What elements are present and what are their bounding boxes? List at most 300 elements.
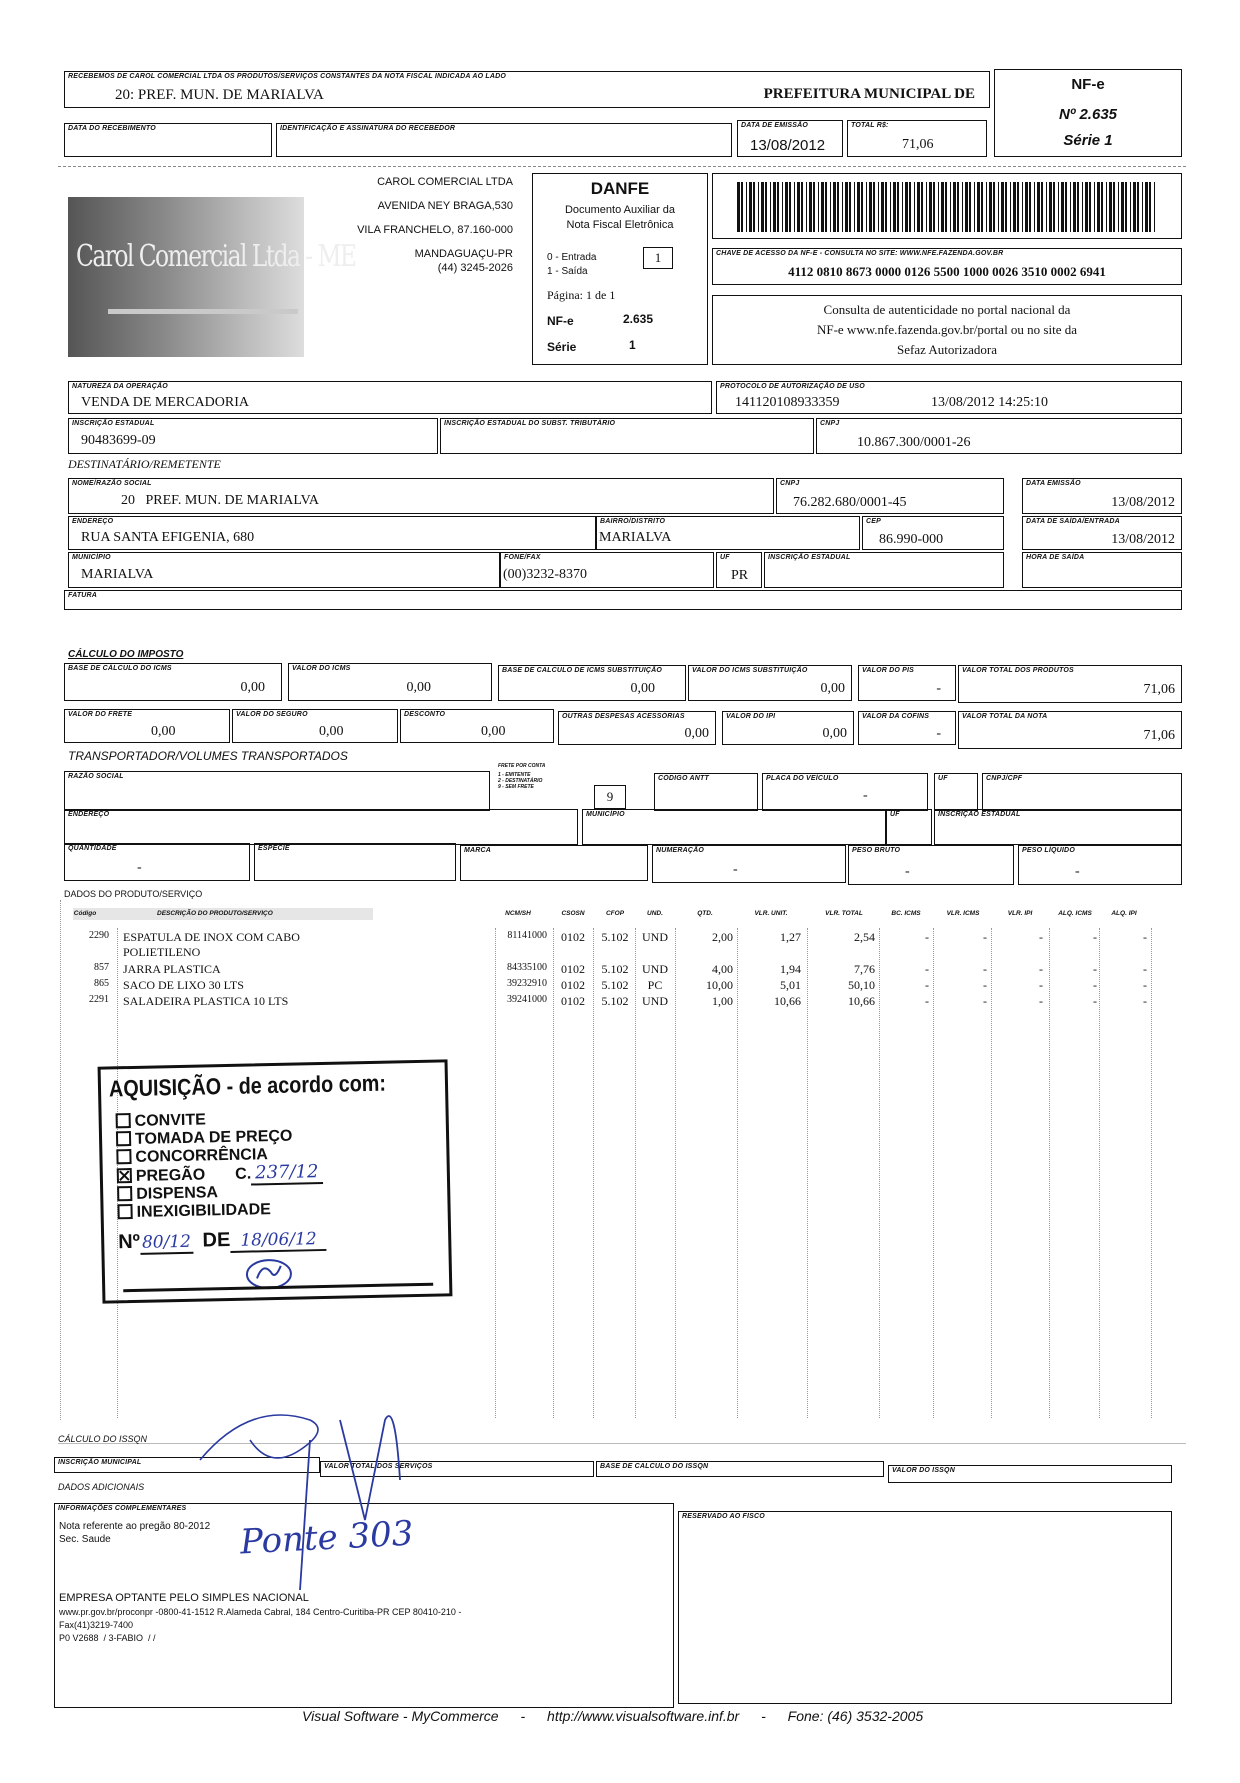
barcode-bar	[1121, 182, 1124, 232]
column-header: CSOSN	[561, 910, 585, 917]
valor-seguro: VALOR DO SEGURO 0,00	[232, 709, 398, 743]
emitente-telefone: (44) 3245-2026	[437, 262, 513, 274]
column-divider	[737, 928, 738, 1418]
barcode-bar	[938, 182, 939, 232]
transp-uf2: UF	[886, 809, 932, 845]
consulta-box: Consulta de autenticidade no portal nacional da NF-e www.nfe.fazenda.gov.br/portal ou no site da Sefaz Autorizadora	[712, 295, 1182, 365]
barcode-bar	[1109, 182, 1112, 232]
column-divider	[879, 928, 880, 1418]
cell-alq-ipi: -	[1143, 962, 1147, 976]
cell-icms: -	[983, 962, 987, 976]
protocolo: PROTOCOLO DE AUTORIZAÇÃO DE USO 141120108933359 13/08/2012 14:25:10	[716, 381, 1182, 414]
cell-cfop: 5.102	[601, 994, 629, 1008]
barcode-bar	[1094, 182, 1095, 232]
cell-qtd: 2,00	[712, 930, 733, 944]
stamp-option-tomada: TOMADA DE PREÇO	[116, 1127, 322, 1149]
column-divider	[635, 928, 636, 1418]
cell-unit: 1,27	[780, 930, 801, 944]
reservado-fisco: RESERVADO AO FISCO	[678, 1511, 1172, 1704]
barcode-bar	[770, 182, 771, 232]
inscricao-estadual-st: INSCRIÇÃO ESTADUAL DO SUBST. TRIBUTÁRIO	[440, 418, 814, 454]
barcode-bar	[809, 182, 812, 232]
cell-codigo: 2291	[89, 994, 109, 1005]
barcode-bar	[905, 182, 908, 232]
emitente-bairro: VILA FRANCHELO, 87.160-000	[357, 224, 513, 236]
checkbox-icon	[116, 1149, 131, 1164]
barcode-bar	[1077, 182, 1079, 232]
barcode-bar	[861, 182, 863, 232]
valor-ipi: VALOR DO IPI 0,00	[722, 711, 854, 745]
cell-cfop: 5.102	[601, 930, 629, 944]
barcode-bar	[1130, 182, 1131, 232]
valor-pis: VALOR DO PIS -	[858, 665, 956, 701]
barcode-bar	[957, 182, 959, 232]
stamp-option-convite: CONVITE	[116, 1109, 322, 1131]
column-header: VLR. ICMS	[946, 910, 980, 917]
barcode-bar	[1022, 182, 1023, 232]
footer-fone: Fone: (46) 3532-2005	[787, 1708, 924, 1724]
danfe-box	[532, 173, 708, 365]
dest-data-saida: DATA DE SAÍDA/ENTRADA 13/08/2012	[1022, 516, 1182, 550]
cell-alq-icms: -	[1093, 994, 1097, 1008]
barcode-bar	[1113, 182, 1115, 232]
transp-antt: CÓDIGO ANTT	[654, 773, 758, 811]
cell-total: 7,76	[854, 962, 875, 976]
cell-csosn: 0102	[561, 930, 585, 944]
barcode-bar	[929, 182, 932, 232]
cell-und: UND	[642, 994, 668, 1008]
barcode-bar	[773, 182, 776, 232]
column-divider	[1151, 928, 1152, 1418]
danfe-subtitle1: Documento Auxiliar da	[564, 204, 676, 216]
column-header: QTD.	[697, 910, 713, 917]
transp-municipio: MUNICÍPIO	[582, 809, 886, 845]
barcode-bar	[746, 182, 747, 232]
cell-descricao: JARRA PLASTICA	[123, 962, 221, 976]
footer-url[interactable]: http://www.visualsoftware.inf.br	[547, 1708, 740, 1724]
barcode-bar	[869, 182, 872, 232]
barcode-bar	[1118, 182, 1119, 232]
column-divider	[991, 928, 992, 1418]
canhoto-recebemos: RECEBEMOS DE CAROL COMERCIAL LTDA OS PRODUTOS/SERVIÇOS CONSTANTES DA NOTA FISCAL INDICADA AO LADO 20: PREF. MUN. DE MARIALVA PREFEITURA MUNICIPAL DE	[64, 71, 990, 108]
barcode-bar	[1053, 182, 1055, 232]
valor-icms: VALOR DO ICMS 0,00	[288, 663, 492, 701]
stamp-option-pregao: PREGÃO C. 237/12	[117, 1163, 323, 1186]
barcode-bar	[749, 182, 752, 232]
barcode-bar	[1101, 182, 1103, 232]
informacoes-complementares: INFORMAÇÕES COMPLEMENTARES Nota referente ao pregão 80-2012 Sec. Saude EMPRESA OPTANTE PELO SIMPLES NACIONAL www.pr.gov.br/proconpr -0800-41-1512 R.Alameda Cabral, 184 Centro-Curitiba-PR CEP 80410-210 - Fax(41)3219-7400 P0 V2688 / 3-FABIO / /	[54, 1503, 674, 1708]
barcode-bar	[917, 182, 920, 232]
dest-uf: UF PR	[716, 552, 762, 588]
cell-alq-icms: -	[1093, 978, 1097, 992]
dest-cnpj: CNPJ 76.282.680/0001-45	[776, 478, 1004, 514]
footer-software: Visual Software - MyCommerce	[302, 1708, 499, 1724]
stamp-title: AQUISIÇÃO - de acordo com:	[108, 1069, 387, 1102]
base-icms: BASE DE CÁLCULO DO ICMS 0,00	[64, 663, 282, 701]
barcode-bar	[897, 182, 899, 232]
danfe-title: DANFE	[590, 179, 650, 198]
canhoto-nfe-title: NF-e	[1071, 76, 1105, 93]
handwritten-note: Ponte 303	[239, 1513, 415, 1563]
canhoto-data-recebimento: DATA DO RECEBIMENTO	[64, 123, 272, 157]
barcode-bar	[753, 182, 755, 232]
danfe-tipo: 1	[643, 247, 673, 269]
cell-csosn: 0102	[561, 978, 585, 992]
barcode-bar	[969, 182, 971, 232]
barcode-bar	[806, 182, 807, 232]
section-adicionais: DADOS ADICIONAIS	[58, 1482, 145, 1492]
stamp-option-dispensa: DISPENSA	[117, 1182, 323, 1204]
barcode-bar	[782, 182, 783, 232]
dest-bairro: BAIRRO/DISTRITO MARIALVA	[596, 516, 860, 550]
column-header: ALQ. IPI	[1111, 910, 1137, 917]
barcode-bar	[1065, 182, 1067, 232]
barcode-bar	[785, 182, 788, 232]
checkbox-icon	[116, 1131, 131, 1146]
barcode-bar	[1089, 182, 1091, 232]
column-divider	[933, 928, 934, 1418]
barcode-bar	[821, 182, 824, 232]
barcode-bar	[758, 182, 759, 232]
barcode-bar	[1082, 182, 1083, 232]
footer: Visual Software - MyCommerce - http://www.visualsoftware.inf.br - Fone: (46) 3532-2005	[302, 1708, 924, 1724]
cell-alq-ipi: -	[1143, 930, 1147, 944]
barcode-bar	[1106, 182, 1107, 232]
issqn-base: BASE DE CALCULO DO ISSQN	[596, 1461, 884, 1477]
cell-descricao-cont: POLIETILENO	[123, 945, 201, 959]
barcode-bar	[1005, 182, 1007, 232]
cell-total: 10,66	[848, 994, 875, 1008]
barcode-bar	[981, 182, 983, 232]
stamp-numero: Nº80/12 DE 18/06/12	[118, 1229, 327, 1252]
canhoto-destinatario: 20: PREF. MUN. DE MARIALVA	[115, 87, 324, 103]
cell-und: UND	[642, 962, 668, 976]
barcode-bar	[1142, 182, 1143, 232]
cell-bc: -	[925, 930, 929, 944]
separator-line	[58, 166, 1186, 167]
column-header: VLR. TOTAL	[825, 910, 863, 917]
section-transportador: TRANSPORTADOR/VOLUMES TRANSPORTADOS	[68, 749, 348, 763]
cell-total: 50,10	[848, 978, 875, 992]
checked-checkbox-icon	[117, 1168, 132, 1183]
barcode-bar	[885, 182, 887, 232]
danfe-serie-label: Série	[547, 340, 577, 354]
dest-ie: INSCRIÇÃO ESTADUAL	[764, 552, 1004, 588]
emitente-endereco: AVENIDA NEY BRAGA,530	[377, 200, 513, 212]
barcode-bar	[845, 182, 848, 232]
barcode-bar	[1001, 182, 1004, 232]
barcode-bar	[965, 182, 968, 232]
transp-quantidade: QUANTIDADE -	[64, 843, 250, 881]
cell-descricao: ESPATULA DE INOX COM CABO	[123, 930, 300, 944]
valor-frete: VALOR DO FRETE 0,00	[64, 709, 230, 743]
barcode-bar	[1046, 182, 1047, 232]
cell-cfop: 5.102	[601, 978, 629, 992]
cell-ipi: -	[1039, 930, 1043, 944]
cell-ncm: 84335100	[507, 962, 547, 973]
cell-und: UND	[642, 930, 668, 944]
barcode-bar	[837, 182, 839, 232]
barcode-bar	[878, 182, 879, 232]
chave-acesso: 4112 0810 8673 0000 0126 5500 1000 0026 3510 0002 6941	[788, 264, 1106, 279]
emitente-nome: CAROL COMERCIAL LTDA	[377, 176, 513, 188]
barcode-bar	[842, 182, 843, 232]
barcode-bar	[1058, 182, 1059, 232]
column-divider	[553, 928, 554, 1418]
checkbox-icon	[117, 1186, 132, 1201]
danfe-nfe-numero: 2.635	[623, 312, 654, 326]
checkbox-icon	[117, 1204, 132, 1219]
danfe-pagina: Página: 1 de 1	[547, 288, 616, 302]
barcode-bar	[1029, 182, 1031, 232]
barcode-bar	[801, 182, 803, 232]
column-divider	[1049, 928, 1050, 1418]
inscricao-estadual: INSCRIÇÃO ESTADUAL 90483699-09	[68, 418, 438, 454]
valor-cofins: VALOR DA COFINS -	[858, 711, 956, 745]
barcode-bar	[818, 182, 819, 232]
transp-endereco: ENDEREÇO	[64, 809, 578, 845]
cell-ncm: 39241000	[507, 994, 547, 1005]
natureza-operacao: NATUREZA DA OPERAÇÃO VENDA DE MERCADORIA	[68, 381, 712, 414]
dest-endereco: ENDEREÇO RUA SANTA EFIGENIA, 680	[68, 516, 596, 550]
barcode-bar	[857, 182, 860, 232]
transp-cnpj: CNPJ/CPF	[982, 773, 1182, 811]
barcode-bar	[1017, 182, 1019, 232]
column-header: VLR. UNIT.	[754, 910, 788, 917]
desconto: DESCONTO 0,00	[400, 709, 554, 743]
cell-codigo: 865	[94, 978, 109, 989]
barcode-bar	[737, 182, 740, 232]
barcode	[737, 182, 1157, 232]
barcode-bar	[1025, 182, 1028, 232]
cell-icms: -	[983, 994, 987, 1008]
cell-qtd: 10,00	[706, 978, 733, 992]
transp-marca: MARCA	[460, 845, 648, 881]
danfe-serie: 1	[629, 338, 636, 352]
barcode-bar	[1154, 182, 1155, 232]
cell-ipi: -	[1039, 962, 1043, 976]
danfe-nfe-label: NF-e	[547, 314, 574, 328]
barcode-bar	[1097, 182, 1100, 232]
barcode-bar	[902, 182, 903, 232]
cell-alq-ipi: -	[1143, 978, 1147, 992]
logo-text: Carol Comercial Ltda - ME	[76, 239, 356, 274]
valor-total-produtos: VALOR TOTAL DOS PRODUTOS 71,06	[958, 665, 1182, 703]
barcode-bar	[854, 182, 855, 232]
cell-bc: -	[925, 962, 929, 976]
canhoto-nfe	[994, 69, 1182, 157]
column-divider	[593, 928, 594, 1418]
barcode-bar	[909, 182, 911, 232]
barcode-bar	[998, 182, 999, 232]
cell-bc: -	[925, 994, 929, 1008]
barcode-bar	[962, 182, 963, 232]
issqn-valor: VALOR DO ISSQN	[888, 1465, 1172, 1483]
cell-codigo: 2290	[89, 930, 109, 941]
cell-codigo: 857	[94, 962, 109, 973]
cell-descricao: SACO DE LIXO 30 LTS	[123, 978, 244, 992]
barcode-bar	[933, 182, 935, 232]
transp-numeracao: NUMERAÇÃO -	[652, 845, 846, 883]
cell-alq-ipi: -	[1143, 994, 1147, 1008]
section-produtos: DADOS DO PRODUTO/SERVIÇO	[64, 889, 203, 899]
handwritten-signature	[190, 1380, 490, 1600]
transp-uf: UF	[934, 773, 978, 811]
barcode-bar	[1073, 182, 1076, 232]
barcode-bar	[797, 182, 800, 232]
barcode-bar	[1085, 182, 1088, 232]
column-header: Código	[73, 910, 97, 917]
fatura: FATURA	[64, 590, 1182, 610]
transp-razao: RAZÃO SOCIAL	[64, 771, 490, 811]
barcode-bar	[950, 182, 951, 232]
column-divider	[675, 928, 676, 1418]
barcode-bar	[813, 182, 815, 232]
column-header: UND.	[647, 910, 663, 917]
transp-frete-conta-value: 9	[594, 785, 626, 809]
danfe-saida: 1 - Saída	[547, 266, 588, 277]
barcode-box	[712, 173, 1182, 239]
emitente-info	[357, 175, 513, 275]
barcode-bar	[1013, 182, 1016, 232]
barcode-bar	[893, 182, 896, 232]
canhoto-prefeitura: PREFEITURA MUNICIPAL DE	[763, 86, 975, 102]
danfe-subtitle2: Nota Fiscal Eletrônica	[566, 219, 674, 231]
stamp-option-concorrencia: CONCORRÊNCIA	[116, 1145, 322, 1167]
barcode-bar	[926, 182, 927, 232]
danfe-entrada: 0 - Entrada	[547, 252, 597, 263]
barcode-bar	[1041, 182, 1043, 232]
barcode-bar	[986, 182, 987, 232]
dest-cep: CEP 86.990-000	[862, 516, 1004, 550]
column-divider	[1099, 928, 1100, 1418]
barcode-bar	[1061, 182, 1064, 232]
transp-placa: PLACA DO VEÍCULO -	[762, 773, 928, 811]
canhoto-nfe-serie: Série 1	[1063, 132, 1113, 149]
cell-bc: -	[925, 978, 929, 992]
column-header: BC. ICMS	[891, 910, 921, 917]
barcode-bar	[1149, 182, 1151, 232]
canhoto-identificacao: IDENTIFICAÇÃO E ASSINATURA DO RECEBEDOR	[276, 123, 732, 157]
canhoto-nfe-numero: Nº 2.635	[1058, 106, 1117, 123]
barcode-bar	[1010, 182, 1011, 232]
barcode-bar	[941, 182, 944, 232]
transp-ie: INSCRIÇÃO ESTADUAL	[934, 809, 1182, 845]
issqn-im: INSCRIÇÃO MUNICIPAL	[54, 1457, 320, 1473]
cell-unit: 10,66	[774, 994, 801, 1008]
barcode-bar	[741, 182, 743, 232]
cell-unit: 5,01	[780, 978, 801, 992]
barcode-bar	[993, 182, 995, 232]
stamp-option-inexigibilidade: INEXIGIBILIDADE	[117, 1200, 323, 1222]
barcode-bar	[1133, 182, 1136, 232]
transp-peso-bruto: PESO BRUTO -	[848, 845, 1014, 885]
cell-total: 2,54	[854, 930, 875, 944]
transp-peso-liquido: PESO LÍQUIDO -	[1018, 845, 1182, 885]
barcode-bar	[914, 182, 915, 232]
transp-especie: ESPÉCIE	[254, 843, 456, 881]
barcode-bar	[977, 182, 980, 232]
section-destinatario: DESTINATÁRIO/REMETENTE	[68, 457, 221, 471]
barcode-bar	[825, 182, 827, 232]
barcode-bar	[890, 182, 891, 232]
logo-stripe	[108, 309, 298, 314]
canhoto-data-emissao: DATA DE EMISSÃO 13/08/2012	[737, 120, 843, 157]
valor-total-nota: VALOR TOTAL DA NOTA 71,06	[958, 711, 1182, 749]
barcode-bar	[1137, 182, 1139, 232]
cell-ipi: -	[1039, 994, 1043, 1008]
cell-qtd: 4,00	[712, 962, 733, 976]
barcode-bar	[989, 182, 992, 232]
barcode-bar	[1145, 182, 1148, 232]
column-header: CFOP	[605, 910, 625, 917]
cell-icms: -	[983, 978, 987, 992]
barcode-bar	[974, 182, 975, 232]
barcode-bar	[881, 182, 884, 232]
column-divider	[495, 928, 496, 1418]
cell-und: PC	[647, 978, 663, 992]
cell-alq-icms: -	[1093, 962, 1097, 976]
barcode-bar	[1037, 182, 1040, 232]
cell-icms: -	[983, 930, 987, 944]
cell-qtd: 1,00	[712, 994, 733, 1008]
barcode-bar	[945, 182, 947, 232]
barcode-bar	[794, 182, 795, 232]
barcode-bar	[777, 182, 779, 232]
barcode-bar	[1034, 182, 1035, 232]
base-icms-st: BASE DE CALCULO DE ICMS SUBSTITUIÇÃO 0,00	[498, 665, 686, 701]
canhoto-total: TOTAL R$: 71,06	[847, 120, 987, 157]
barcode-bar	[1070, 182, 1071, 232]
barcode-bar	[789, 182, 791, 232]
outras-despesas: OUTRAS DESPESAS ACESSÓRIAS 0,00	[558, 711, 716, 745]
stamp-signature	[235, 1253, 436, 1297]
column-header: DESCRIÇÃO DO PRODUTO/SERVIÇO	[157, 910, 273, 917]
barcode-bar	[833, 182, 836, 232]
barcode-bar	[830, 182, 831, 232]
stamp-c-value: 237/12	[251, 1161, 323, 1185]
valor-icms-st: VALOR DO ICMS SUBSTITUIÇÃO 0,00	[688, 665, 852, 701]
column-header: ALQ. ICMS	[1058, 910, 1092, 917]
dest-data-emissao: DATA EMISSÃO 13/08/2012	[1022, 478, 1182, 514]
cell-ipi: -	[1039, 978, 1043, 992]
barcode-bar	[953, 182, 956, 232]
section-issqn: CÁLCULO DO ISSQN	[58, 1434, 148, 1444]
column-header: NCM/SH	[505, 910, 531, 917]
barcode-bar	[761, 182, 764, 232]
section-imposto: CÁLCULO DO IMPOSTO	[68, 649, 184, 660]
issqn-servicos: VALOR TOTAL DOS SERVIÇOS	[320, 1461, 594, 1477]
aquisicao-stamp	[98, 1059, 453, 1303]
barcode-bar	[765, 182, 767, 232]
cell-csosn: 0102	[561, 962, 585, 976]
cell-unit: 1,94	[780, 962, 801, 976]
cell-csosn: 0102	[561, 994, 585, 1008]
dest-municipio: MUNICÍPIO MARIALVA	[68, 552, 500, 588]
barcode-bar	[873, 182, 875, 232]
emitente-logo	[68, 197, 356, 357]
column-divider	[807, 928, 808, 1418]
checkbox-icon	[116, 1113, 131, 1128]
barcode-bar	[866, 182, 867, 232]
transp-frete-conta: FRETE POR CONTA 1 - EMITENTE 2 - DESTINATÁRIO 9 - SEM FRETE 9	[496, 763, 650, 811]
cell-ncm: 39232910	[507, 978, 547, 989]
dest-hora-saida: HORA DE SAÍDA	[1022, 552, 1182, 588]
column-header: VLR. IPI	[1007, 910, 1033, 917]
dest-nome: NOME/RAZÃO SOCIAL 20 PREF. MUN. DE MARIALVA	[68, 478, 774, 514]
barcode-bar	[849, 182, 851, 232]
barcode-bar	[921, 182, 923, 232]
